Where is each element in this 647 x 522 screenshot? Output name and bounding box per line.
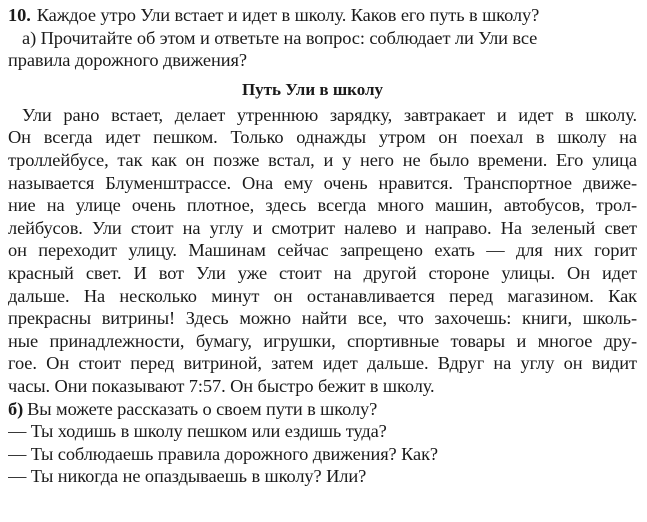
story-line: гое. Он стоит перед витриной, затем идет дальше. Вдруг на углу он видит <box>8 353 637 374</box>
story-line: Ули рано встает, делает утреннюю зарядку, завтракает и идет в школу. <box>22 104 637 125</box>
story-line: троллейбусе, так как он позже встал, и у него не было времени. Его улица <box>8 149 637 170</box>
task-a-text-1: Прочитайте об этом и ответьте на вопрос: соблюдает ли Ули все <box>40 27 538 48</box>
story-line: лейбусов. Ули стоит на углу и смотрит налево и направо. На зеленый свет <box>8 217 637 238</box>
story-line: называется Блуменштрассе. Она ему очень нравится. Транспортное движе- <box>8 172 637 193</box>
exercise-number: 10. <box>8 5 31 25</box>
task-b-question: Вы можете рассказать о своем пути в школу? <box>27 398 378 419</box>
story-line: красный свет. И вот Ули уже стоит на другой стороне улицы. Он идет <box>8 262 637 283</box>
task-b-item: — Ты ходишь в школу пешком или ездишь туда? <box>8 421 387 442</box>
story-body <box>8 104 637 398</box>
task-b-item: — Ты соблюдаешь правила дорожного движения? Как? <box>8 443 438 464</box>
exercise-intro-line <box>8 4 637 27</box>
story-line: дальше. На несколько минут он останавливается перед магазином. Как <box>8 285 637 306</box>
exercise-intro: Каждое утро Ули встает и идет в школу. Каков его путь в школу? <box>36 5 540 25</box>
story-title: Путь Ули в школу <box>241 79 384 99</box>
task-a-label: а) <box>22 27 37 48</box>
story-line: он переходит улицу. Машинам сейчас запрещено ехать — для них горит <box>8 240 637 261</box>
task-b-item: — Ты никогда не опаздываешь в школу? Или? <box>8 466 367 487</box>
story-line: прекрасны витрины! Здесь можно найти все, что захочешь: книги, школь- <box>8 308 637 329</box>
task-a-line-1 <box>8 27 637 50</box>
story-line: часы. Они показывают 7:57. Он быстро бежит в школу. <box>8 375 435 396</box>
task-b-label: б) <box>8 398 24 419</box>
task-b-question-line <box>8 398 637 421</box>
story-line: ние на улице очень плотное, здесь всегда много машин, автобусов, трол- <box>8 195 637 216</box>
story-line: ные принадлежности, бумагу, игрушки, спортивные товары и многое дру- <box>8 330 637 351</box>
task-a-line-2: правила дорожного движения? <box>8 50 247 71</box>
story-line: Он всегда идет пешком. Только однажды утром он поехал в школу на <box>8 127 637 148</box>
